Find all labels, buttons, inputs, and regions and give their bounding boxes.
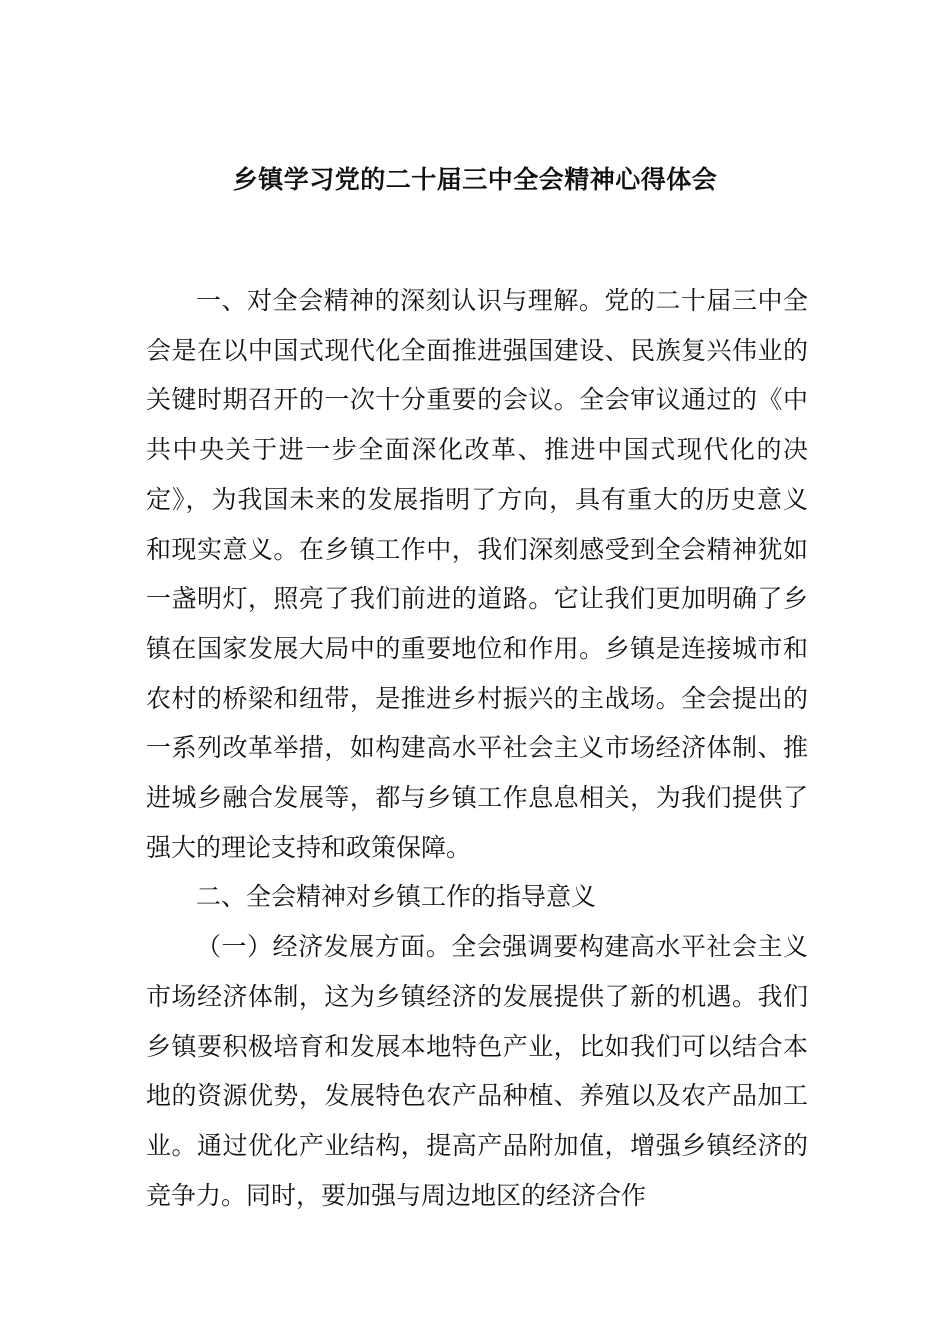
document-title: 乡镇学习党的二十届三中全会精神心得体会 (232, 165, 718, 194)
document-body (146, 276, 808, 1220)
paragraph-economic-development: （一）经济发展方面。全会强调要构建高水平社会主义市场经济体制，这为乡镇经济的发展提供了新的机遇。我们乡镇要积极培育和发展本地特色产业，比如我们可以结合本地的资源优势，发展特色农产品种植、养殖以及农产品加工业。通过优化产业结构，提高产品附加值，增强乡镇经济的竞争力。同时，要加强与周边地区的经济合作 (146, 932, 808, 1210)
paragraph-section-one: 一、对全会精神的深刻认识与理解。党的二十届三中全会是在以中国式现代化全面推进强国建设、民族复兴伟业的关键时期召开的一次十分重要的会议。全会审议通过的《中共中央关于进一步全面深化改革、推进中国式现代化的决定》，为我国未来的发展指明了方向，具有重大的历史意义和现实意义。在乡镇工作中，我们深刻感受到全会精神犹如一盏明灯，照亮了我们前进的道路。它让我们更加明确了乡镇在国家发展大局中的重要地位和作用。乡镇是连接城市和农村的桥梁和纽带，是推进乡村振兴的主战场。全会提出的一系列改革举措，如构建高水平社会主义市场经济体制、推进城乡融合发展等，都与乡镇工作息息相关，为我们提供了强大的理论支持和政策保障。 (146, 286, 808, 862)
paragraph-section-two-heading: 二、全会精神对乡镇工作的指导意义 (196, 882, 597, 912)
